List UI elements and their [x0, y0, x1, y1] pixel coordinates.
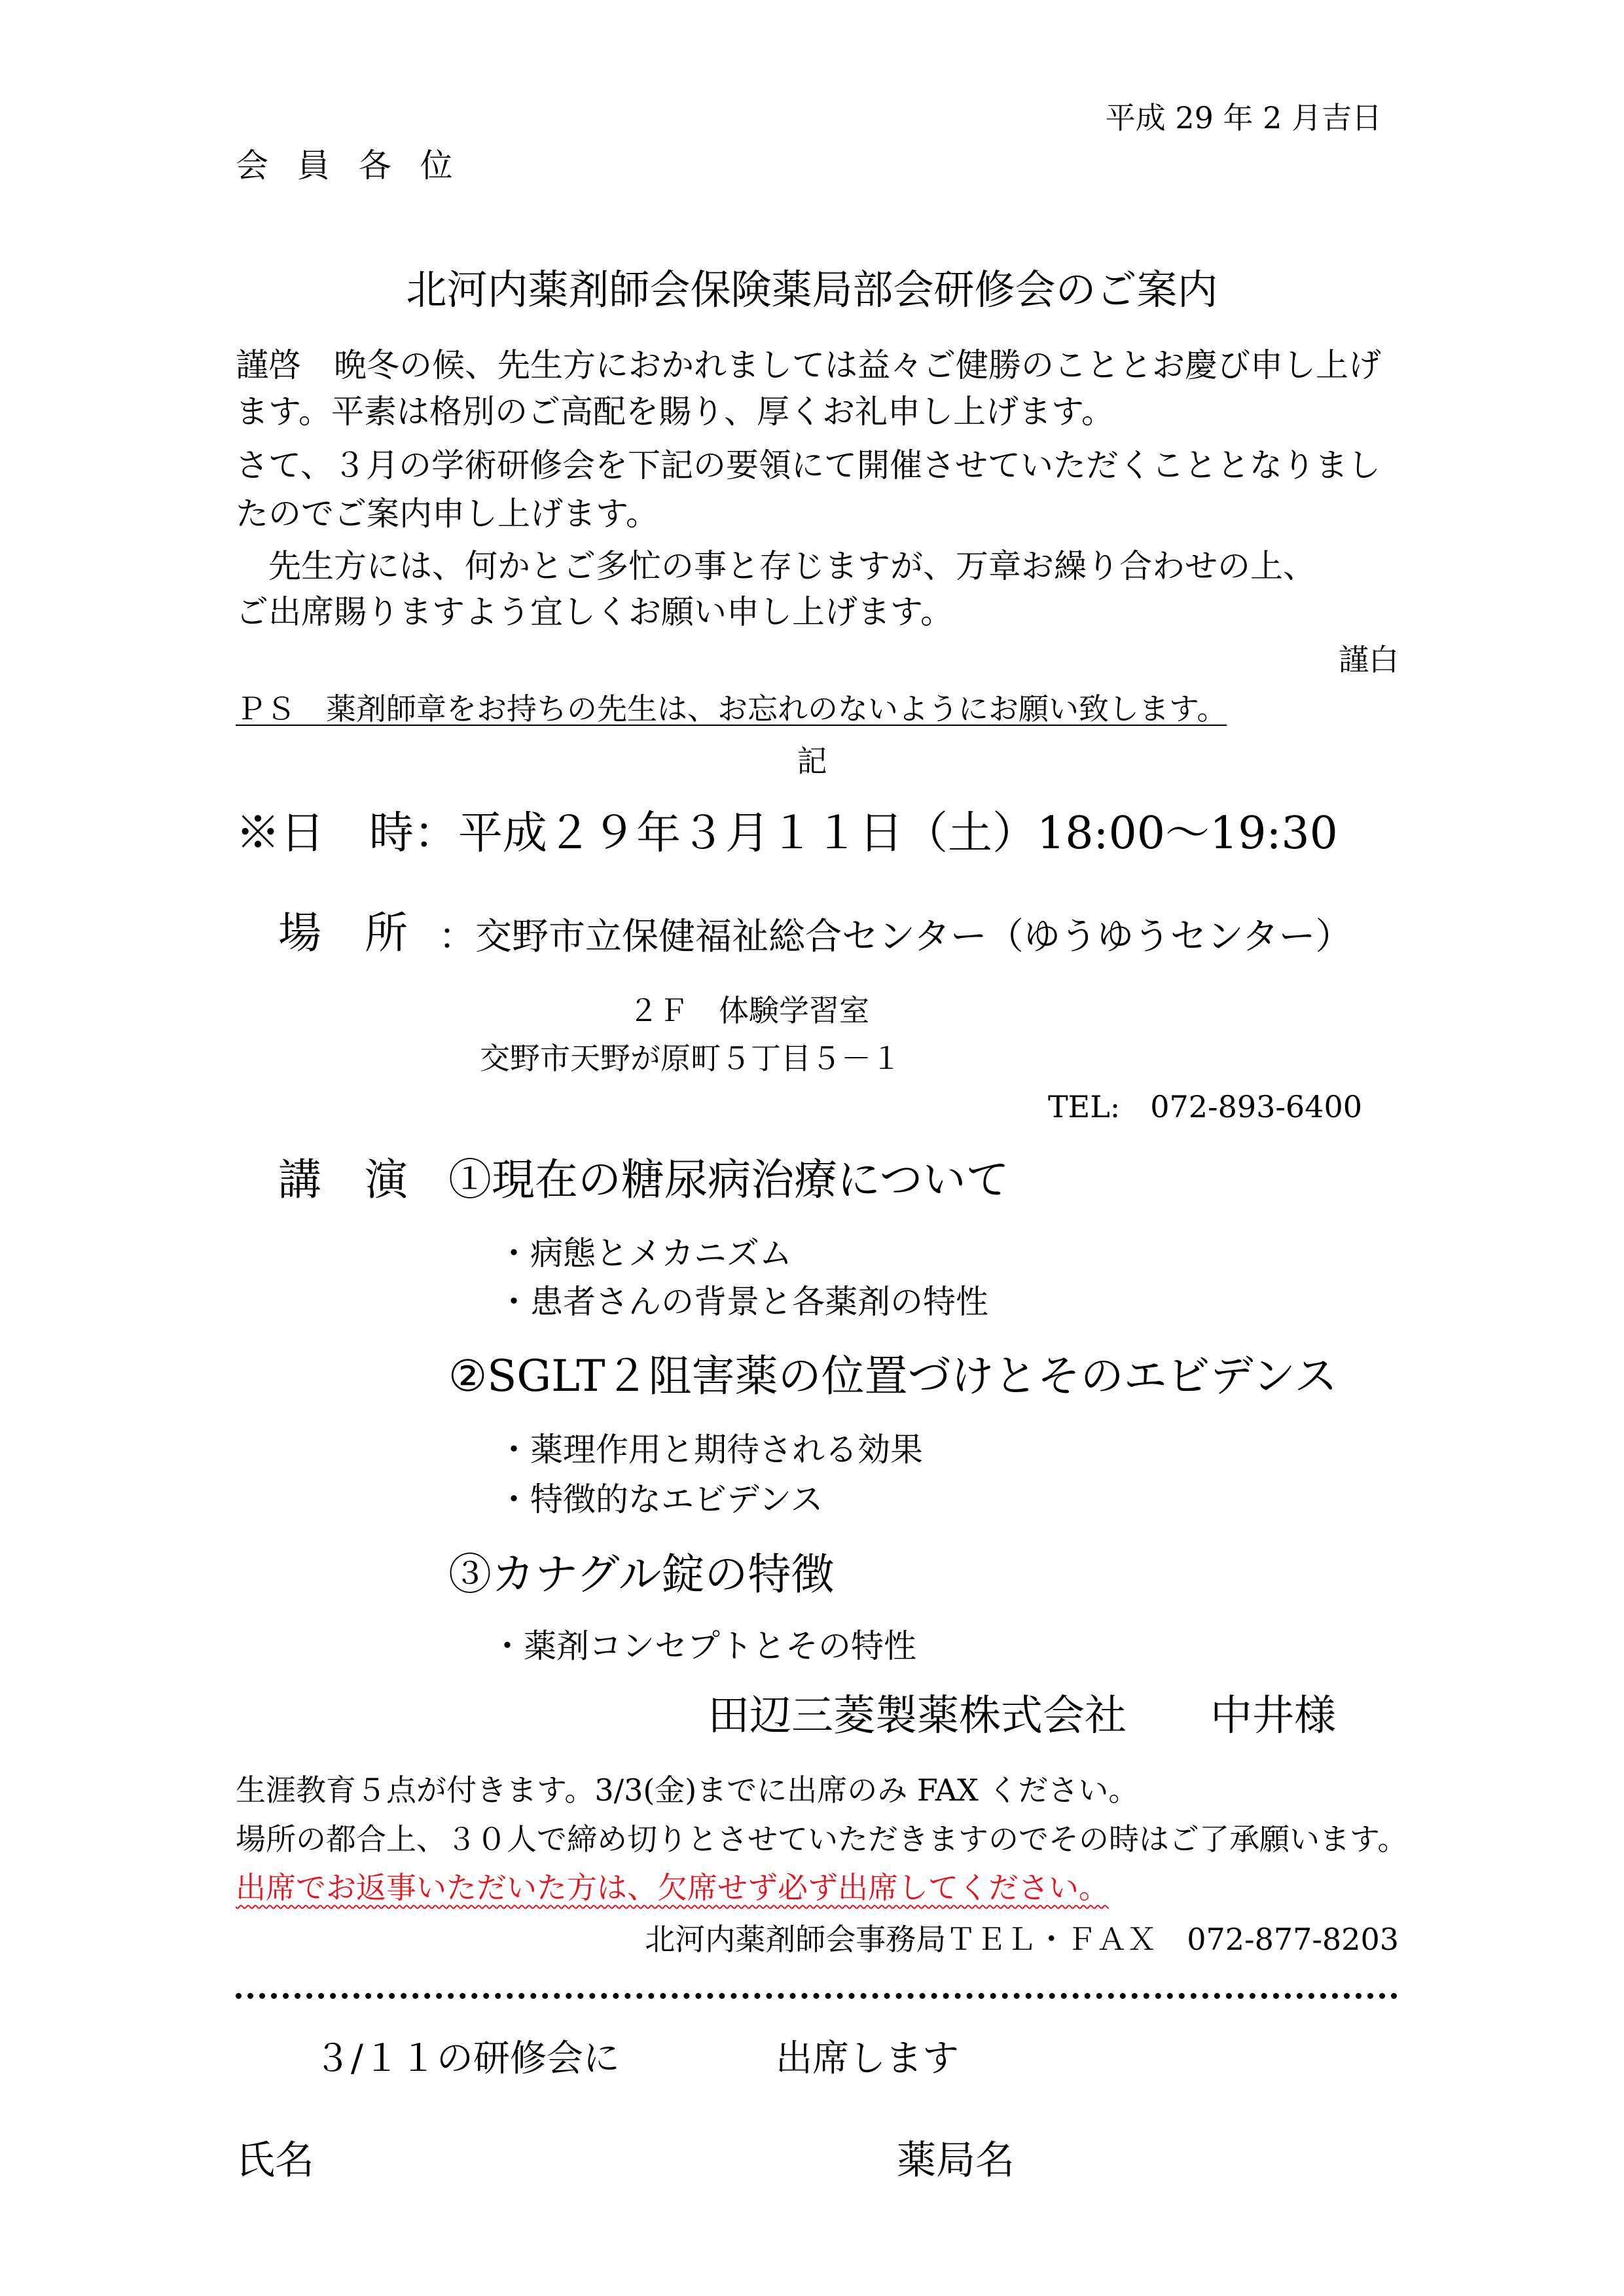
reply-prefix: ３/１１の研修会に [314, 2037, 620, 2080]
body-line: ます。平素は格別のご高配を賜り、厚くお礼申し上げます。 [236, 393, 1114, 431]
lecture-point: ・病態とメカニズム [497, 1234, 792, 1272]
pharmacy-field-label[interactable]: 薬局名 [897, 2138, 1015, 2183]
speaker: 田辺三菱製薬株式会社 中井様 [708, 1692, 1336, 1740]
warning-note: 出席でお返事いただいた方は、欠席せず必ず出席してください。 [236, 1870, 1109, 1905]
attend-option[interactable]: 出席します [776, 2037, 959, 2080]
datetime-value: 平成２９年３月１１日（土）18:00〜19:30 [458, 808, 1338, 859]
limit-note: 場所の都合上、３０人で締め切りとさせていただきますのでその時はご了承願います。 [236, 1821, 1408, 1857]
lecture-label: 講 演 [278, 1155, 408, 1205]
lecture-point: ・特徴的なエビデンス [497, 1480, 823, 1518]
datetime-label: ※日 時： [236, 808, 459, 859]
office-contact: 北河内薬剤師会事務局ＴＥＬ・ＦＡＸ 072-877-8203 [645, 1922, 1399, 1957]
name-field-label[interactable]: 氏名 [236, 2138, 314, 2183]
lecture-point: ・薬剤コンセプトとその特性 [491, 1627, 916, 1665]
place-room: ２Ｆ 体験学習室 [628, 993, 869, 1028]
cut-line [236, 1993, 1398, 1999]
body-line: さて、３月の学術研修会を下記の要領にて開催させていただくこととなりまし [236, 446, 1380, 484]
place-name: ：交野市立保健福祉総合センター（ゆうゆうセンター） [439, 916, 1352, 958]
datetime-row [236, 808, 1338, 859]
body-line: ご出席賜りますよう宜しくお願い申し上げます。 [236, 593, 953, 631]
body-line: 先生方には、何かとご多忙の事と存じますが、万章お繰り合わせの上、 [236, 547, 1316, 585]
place-label: 場 所 [278, 908, 408, 958]
place-tel: TEL: 072-893-6400 [1047, 1089, 1362, 1124]
lecture-title: ③カナグル錠の特徴 [448, 1549, 835, 1600]
place-address: 交野市天野が原町５丁目５－１ [480, 1041, 901, 1076]
lecture-title: ②SGLT２阻害薬の位置づけとそのエビデンス [448, 1351, 1338, 1401]
recipients: 会 員 各 位 [236, 147, 462, 185]
body-line: 謹啓 晩冬の候、先生方におかれましては益々ご健勝のこととお慶び申し上げ [236, 346, 1381, 384]
credits-note: 生涯教育５点が付きます。3/3(金)までに出席のみ FAX ください。 [236, 1772, 1139, 1808]
ki-heading: 記 [797, 744, 827, 779]
body-line: たのでご案内申し上げます。 [236, 495, 659, 533]
closing-remark: 謹白 [1339, 642, 1399, 677]
lecture-title: ①現在の糖尿病治療について [448, 1155, 1009, 1205]
page-title: 北河内薬剤師会保険薬局部会研修会のご案内 [406, 266, 1218, 314]
lecture-point: ・薬理作用と期待される効果 [497, 1431, 923, 1469]
issue-date: 平成 29 年 2 月吉日 [1105, 100, 1382, 135]
ps-note: ＰＳ 薬剤師章をお持ちの先生は、お忘れのないようにお願い致します。 [236, 691, 1227, 726]
lecture-point: ・患者さんの背景と各薬剤の特性 [497, 1283, 988, 1321]
